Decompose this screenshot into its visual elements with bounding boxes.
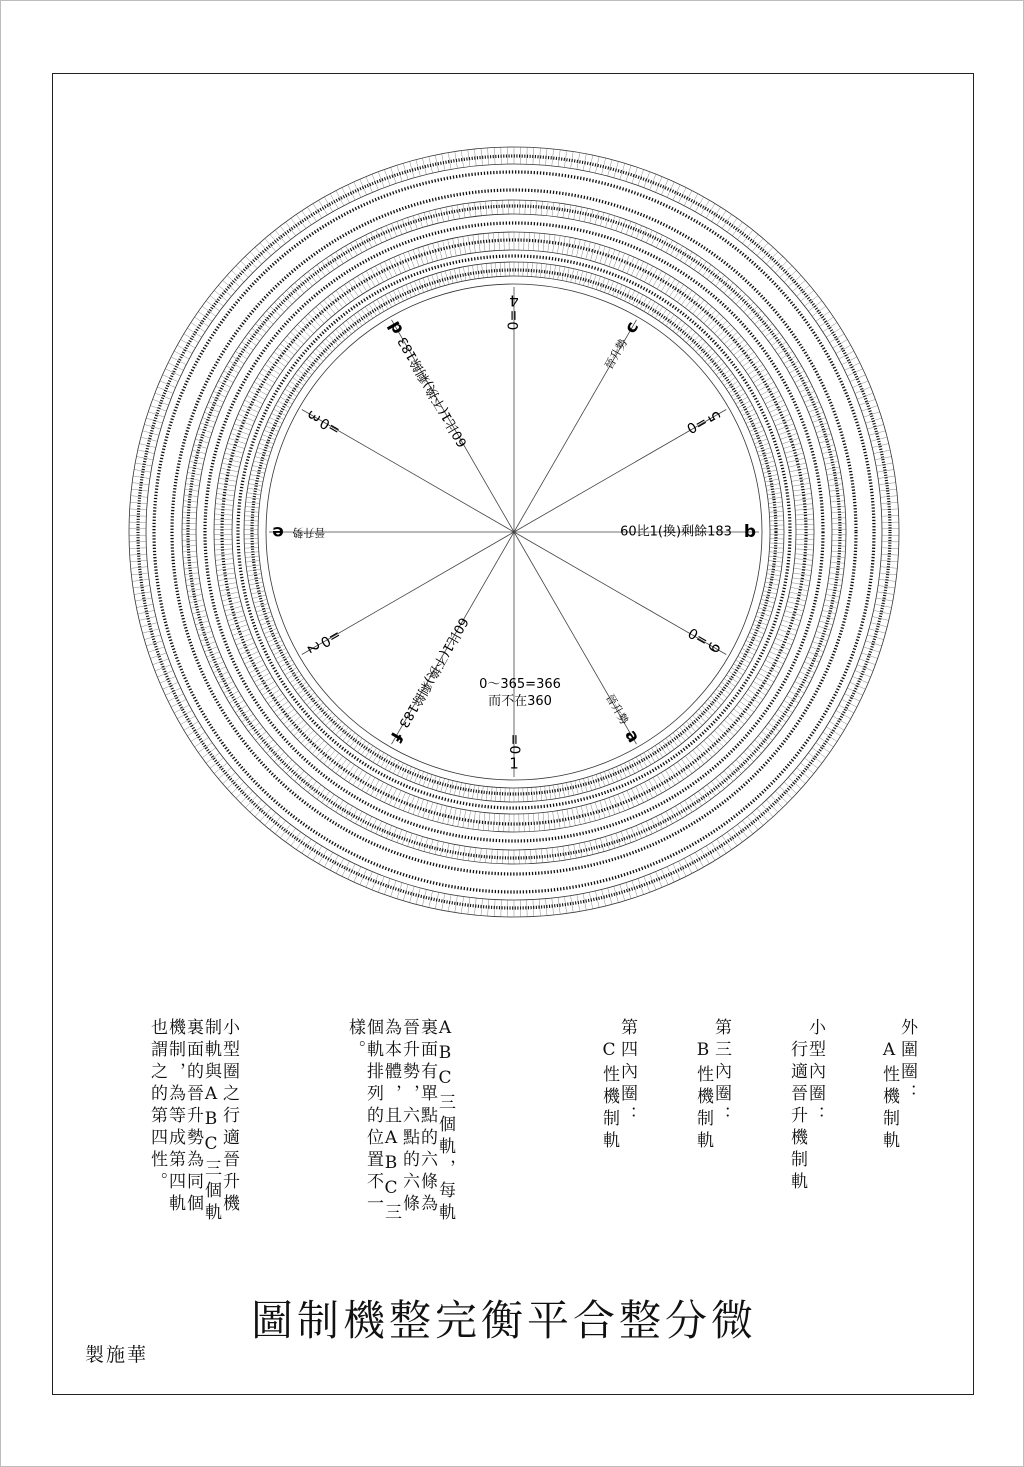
maker-credit: 製施華 bbox=[85, 1344, 149, 1366]
spoke-number-4: 4 bbox=[509, 291, 519, 310]
spoke-note-b: 60比1(換)剩餘183 bbox=[620, 524, 732, 540]
spoke-equals-10: 0= bbox=[684, 625, 711, 651]
note-fourth-track: 小型圈之行適晉升機 制軌與ABC三個軌 裏面的晉升勢為同個 機制，為等成第四軌 也謂之的第四性。 bbox=[147, 1018, 239, 1225]
center-note-0: 0～365=366 bbox=[479, 677, 561, 692]
spoke-letter-f: f bbox=[385, 728, 407, 745]
note-fourth-inner-ring: 第四內圈： C性機制軌 bbox=[599, 1018, 637, 1153]
spoke-equals-0: =0 bbox=[506, 733, 522, 755]
spoke-equals-4: =0 bbox=[317, 413, 344, 439]
spoke-number-2: 2 bbox=[303, 639, 324, 657]
spoke-equals-2: =0 bbox=[317, 625, 344, 651]
spoke-letter-d: d bbox=[384, 317, 408, 338]
spoke-letter-b: b bbox=[743, 522, 757, 542]
spoke-letter-a: a bbox=[620, 726, 644, 747]
spoke-note-a: 晉升勢 bbox=[603, 691, 631, 727]
note-outer-ring: 外圍圈： A性機制軌 bbox=[879, 1018, 917, 1153]
page-title: 圖制機整完衡平合整分微 bbox=[250, 1296, 757, 1345]
spoke-note-f: 60比1(不換)剩餘183 bbox=[395, 614, 471, 731]
spoke-number-6: 6 bbox=[704, 639, 725, 657]
note-small-inner-ring: 小型內圈： 行適晉升機制軌 bbox=[787, 1018, 825, 1194]
center-note-1: 而不在360 bbox=[488, 694, 552, 709]
note-third-inner-ring: 第三內圈： B性機制軌 bbox=[693, 1018, 731, 1153]
spoke-number-3: 3 bbox=[303, 407, 324, 425]
spoke-note-c: 晉升勢 bbox=[602, 336, 630, 372]
note-abc-tracks: ABC三個軌，每軌 裏面有單點的六條為 晉升勢，六點的六條 為本體，且ABC三 個軌排列的位置不一 樣。 bbox=[345, 1018, 455, 1225]
spoke-note-e: 晉升勢 bbox=[292, 526, 326, 539]
spoke-number-5: 5 bbox=[704, 407, 725, 425]
spoke-letter-e: e bbox=[272, 522, 284, 542]
spoke-equals-6: 0= bbox=[506, 309, 522, 331]
spoke-equals-8: 0= bbox=[684, 413, 711, 439]
spoke-letter-c: c bbox=[620, 318, 644, 337]
spoke-note-d: 60比1(不換)剩餘183 bbox=[395, 333, 471, 450]
spoke-number-1: 1 bbox=[509, 754, 519, 773]
